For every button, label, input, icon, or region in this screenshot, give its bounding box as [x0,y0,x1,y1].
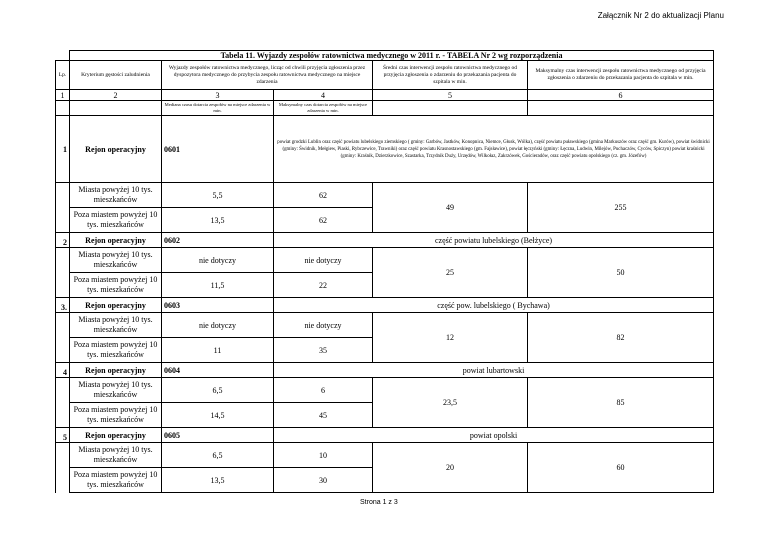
col-header-criterion: Kryterium gęstości zaludnienia [70,61,162,90]
ambulance-response-table [55,50,714,493]
subheader-blank [56,101,70,116]
max-time: 82 [528,313,714,363]
col-number: 4 [274,90,373,101]
col-number: 2 [70,90,162,101]
col-header-lp: Lp. [56,61,70,90]
rural-max: 22 [274,273,373,298]
subheader-blank [70,101,162,116]
region-lp: 1 [56,116,70,183]
subheader-max: Maksymalny czas dotarcia zespołów na miejsce zdarzenia w min. [274,101,373,116]
lp-spacer [56,313,70,363]
region-label: Rejon operacyjny [70,363,162,378]
city-median: nie dotyczy [162,248,274,273]
avg-time: 49 [373,183,528,233]
criterion-rural: Poza miastem powyżej 10 tys. mieszkańców [70,468,162,493]
subheader-blank [528,101,714,116]
city-criterion-row [56,248,714,273]
criterion-rural: Poza miastem powyżej 10 tys. mieszkańców [70,403,162,428]
region-label: Rejon operacyjny [70,116,162,183]
max-time: 60 [528,443,714,493]
region-area: powiat grodzki Lublin oraz część powiatu lubelskiego ziemskiego ( gminy: Garbów, Jastków, Konopnica, Niemce, Głusk, Wólka), część powiatu puławskiego (gmina Markuszów oraz część gm. Kurów), powiat świdnicki (gminy: Świdnik, Mełgiew, Piaski, Rybczewice, Trawniki) oraz część powiatu Krasnostawskiego (gm. Fajsławice), powiat łęczyński (gminy: Łęczna, Ludwin, Milejów, Puchaczów, Cyców, Spiczyn) powiat kraśnicki (gminy: Kraśnik, Dzierzkowice, Szastarka, Trzydnik Duży, Urzędów, Wilkołaz, Zakrzówek, Gościeradów, oraz część powiatu opolskiego (cz. gm. Józefów) [274,116,714,183]
rural-median: 11 [162,338,274,363]
region-area: część pow. lubelskiego ( Bychawa) [274,298,714,313]
avg-time: 20 [373,443,528,493]
criterion-rural: Poza miastem powyżej 10 tys. mieszkańców [70,273,162,298]
city-median: 5,5 [162,183,274,208]
rural-max: 62 [274,208,373,233]
lp-spacer [56,378,70,428]
criterion-city: Miasta powyżej 10 tys. mieszkańców [70,313,162,338]
subheader-blank [373,101,528,116]
rural-max: 35 [274,338,373,363]
city-criterion-row [56,378,714,403]
region-lp: 5 [56,428,70,443]
criterion-city: Miasta powyżej 10 tys. mieszkańców [70,183,162,208]
region-header-row [56,428,714,443]
rural-max: 30 [274,468,373,493]
region-code: 0602 [162,233,274,248]
city-median: 6,5 [162,443,274,468]
lp-spacer [56,248,70,298]
criterion-rural: Poza miastem powyżej 10 tys. mieszkańców [70,208,162,233]
lp-spacer [56,443,70,493]
city-max: 10 [274,443,373,468]
city-criterion-row [56,183,714,208]
table-title: Tabela 11. Wyjazdy zespołów ratownictwa medycznego w 2011 r. - TABELA Nr 2 wg rozporządzenia [70,51,714,61]
ambulance-table-sheet [55,50,713,493]
max-time: 85 [528,378,714,428]
city-max: nie dotyczy [274,248,373,273]
rural-median: 14,5 [162,403,274,428]
region-area: powiat opolski [274,428,714,443]
region-code: 0604 [162,363,274,378]
region-header-row [56,116,714,183]
rural-median: 11,5 [162,273,274,298]
city-median: 6,5 [162,378,274,403]
region-area: część powiatu lubelskiego (Bełżyce) [274,233,714,248]
page-footer: Strona 1 z 3 [360,499,398,506]
col-number: 3 [162,90,274,101]
city-max: 62 [274,183,373,208]
city-criterion-row [56,443,714,468]
criterion-city: Miasta powyżej 10 tys. mieszkańców [70,443,162,468]
col-number: 5 [373,90,528,101]
col-number: 1 [56,90,70,101]
criterion-city: Miasta powyżej 10 tys. mieszkańców [70,248,162,273]
region-lp: 2 [56,233,70,248]
region-header-row [56,298,714,313]
region-label: Rejon operacyjny [70,233,162,248]
rural-median: 13,5 [162,208,274,233]
table-title-spacer [56,51,70,61]
avg-time: 23,5 [373,378,528,428]
city-max: 6 [274,378,373,403]
region-code: 0603 [162,298,274,313]
lp-spacer [56,183,70,233]
region-code: 0601 [162,116,274,183]
col-header-max-time: Maksymalny czas interwencji zespołu ratownictwa medycznego od przyjęcia zgłoszenia o zdarzeniu do przekazania pacjenta do szpitala w min. [528,61,714,90]
col-number: 6 [528,90,714,101]
avg-time: 12 [373,313,528,363]
region-lp: 4 [56,363,70,378]
attachment-note: Załącznik Nr 2 do aktualizacji Planu [597,11,724,20]
city-median: nie dotyczy [162,313,274,338]
region-area: powiat lubartowski [274,363,714,378]
city-criterion-row [56,313,714,338]
region-header-row [56,363,714,378]
rural-max: 45 [274,403,373,428]
region-label: Rejon operacyjny [70,298,162,313]
col-header-departures: Wyjazdy zespołów ratownictwa medycznego, licząc od chwili przyjęcia zgłoszenia przez dyspozytora medycznego do przybycia zespołu ratownictwa medycznego na miejsce zdarzenia [162,61,373,90]
max-time: 255 [528,183,714,233]
region-code: 0605 [162,428,274,443]
subheader-median: Mediana czasu dotarcia zespołów na miejsce zdarzenia w min. [162,101,274,116]
max-time: 50 [528,248,714,298]
avg-time: 25 [373,248,528,298]
rural-median: 13,5 [162,468,274,493]
col-header-avg-time: Średni czas interwencji zespołu ratownictwa medycznego od przyjęcia zgłoszenia o zdarzeniu do przekazania pacjenta do szpitala w min. [373,61,528,90]
region-header-row [56,233,714,248]
region-label: Rejon operacyjny [70,428,162,443]
criterion-rural: Poza miastem powyżej 10 tys. mieszkańców [70,338,162,363]
criterion-city: Miasta powyżej 10 tys. mieszkańców [70,378,162,403]
city-max: nie dotyczy [274,313,373,338]
region-lp: 3. [56,298,70,313]
